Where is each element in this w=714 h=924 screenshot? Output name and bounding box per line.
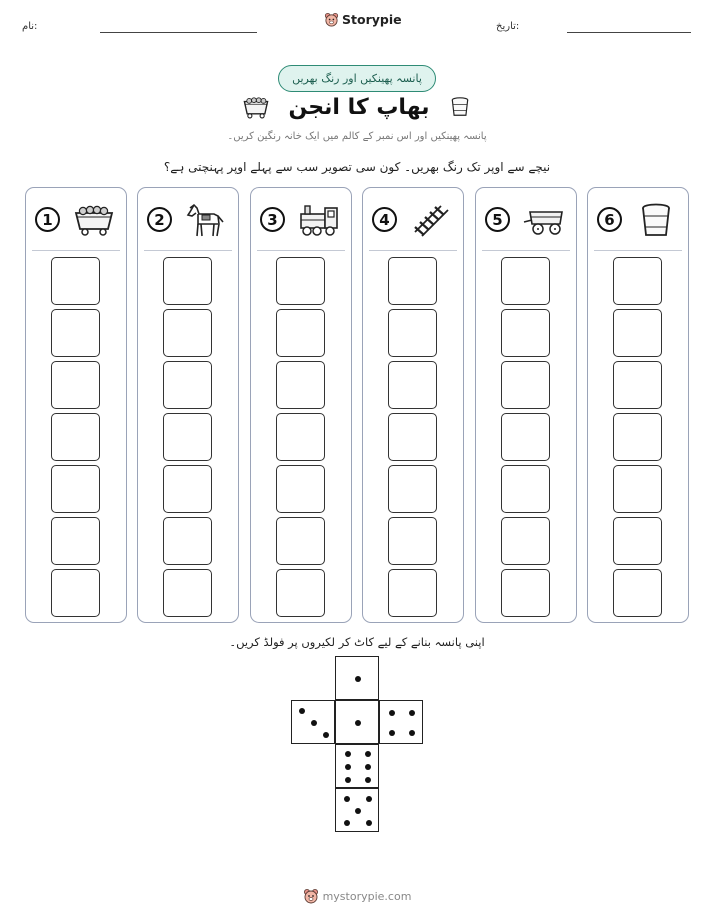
dice-pip	[355, 676, 361, 682]
color-box[interactable]	[276, 465, 325, 513]
dice-pip	[365, 751, 371, 757]
column-3	[250, 187, 352, 623]
column-number: 4	[372, 207, 397, 232]
dice-face	[335, 656, 379, 700]
column-5	[475, 187, 577, 623]
name-line[interactable]	[100, 32, 257, 33]
column-number: 3	[260, 207, 285, 232]
name-label: نام:	[22, 21, 38, 32]
coal-cart-icon	[241, 94, 271, 120]
color-box[interactable]	[388, 569, 437, 617]
color-box[interactable]	[163, 465, 212, 513]
color-box[interactable]	[163, 413, 212, 461]
color-box[interactable]	[51, 465, 100, 513]
dice-pip	[366, 820, 372, 826]
dice-pip	[365, 777, 371, 783]
column-header	[363, 188, 463, 250]
coal-cart-icon	[72, 202, 116, 238]
bear-icon	[303, 888, 319, 904]
dice-pip	[355, 808, 361, 814]
color-box[interactable]	[276, 257, 325, 305]
column-header	[26, 188, 126, 250]
instruction: نیچے سے اوپر تک رنگ بھریں۔ کون سی تصویر سب سے پہلے اوپر پہنچتی ہے؟	[163, 160, 551, 174]
bucket-icon	[634, 202, 678, 238]
color-box[interactable]	[613, 361, 662, 409]
color-box[interactable]	[613, 413, 662, 461]
dice-pip	[299, 708, 305, 714]
color-box[interactable]	[163, 309, 212, 357]
date-label: تاریخ:	[496, 21, 520, 32]
color-box[interactable]	[501, 465, 550, 513]
color-box[interactable]	[501, 413, 550, 461]
column-number: 5	[485, 207, 510, 232]
color-box[interactable]	[613, 569, 662, 617]
steam-train-icon	[297, 202, 341, 238]
dice-face	[379, 700, 423, 744]
color-box[interactable]	[501, 569, 550, 617]
color-box[interactable]	[613, 465, 662, 513]
color-box[interactable]	[163, 517, 212, 565]
activity-badge: پانسہ پھینکیں اور رنگ بھریں	[278, 65, 436, 92]
railway-track-icon	[409, 202, 453, 238]
color-box[interactable]	[388, 309, 437, 357]
dice-pip	[344, 820, 350, 826]
column-2	[137, 187, 239, 623]
page-title: بھاپ کا انجن	[288, 94, 430, 120]
color-box[interactable]	[276, 361, 325, 409]
column-divider	[369, 250, 457, 251]
dice-pip	[389, 730, 395, 736]
color-box[interactable]	[388, 465, 437, 513]
dice-face	[335, 700, 379, 744]
dice-pip	[389, 710, 395, 716]
dice-pip	[409, 730, 415, 736]
color-box[interactable]	[501, 361, 550, 409]
title-row	[0, 92, 714, 122]
color-box[interactable]	[276, 413, 325, 461]
column-6	[587, 187, 689, 623]
dice-face	[291, 700, 335, 744]
column-divider	[32, 250, 120, 251]
color-box[interactable]	[613, 517, 662, 565]
column-divider	[144, 250, 232, 251]
dice-pip	[323, 732, 329, 738]
dice-pip	[409, 710, 415, 716]
column-header	[251, 188, 351, 250]
dice-pip	[365, 764, 371, 770]
horse-icon	[184, 202, 228, 238]
color-box[interactable]	[276, 309, 325, 357]
color-box[interactable]	[51, 517, 100, 565]
wooden-wagon-icon	[522, 202, 566, 238]
column-header	[476, 188, 576, 250]
column-header	[138, 188, 238, 250]
color-box[interactable]	[51, 569, 100, 617]
column-4	[362, 187, 464, 623]
color-box[interactable]	[613, 309, 662, 357]
color-box[interactable]	[276, 517, 325, 565]
color-box[interactable]	[163, 257, 212, 305]
cut-instruction: اپنی پانسہ بنانے کے لیے کاٹ کر لکیروں پر فولڈ کریں۔	[229, 635, 485, 649]
dice-pip	[355, 720, 361, 726]
column-divider	[482, 250, 570, 251]
color-box[interactable]	[51, 361, 100, 409]
dice-pip	[345, 751, 351, 757]
color-box[interactable]	[501, 517, 550, 565]
date-line[interactable]	[567, 32, 691, 33]
color-box[interactable]	[163, 361, 212, 409]
color-box[interactable]	[388, 257, 437, 305]
color-box[interactable]	[613, 257, 662, 305]
bear-icon	[324, 12, 339, 27]
dice-pip	[366, 796, 372, 802]
color-box[interactable]	[51, 413, 100, 461]
color-box[interactable]	[388, 413, 437, 461]
column-divider	[257, 250, 345, 251]
dice-face	[335, 788, 379, 832]
column-1	[25, 187, 127, 623]
dice-pip	[344, 796, 350, 802]
color-box[interactable]	[501, 257, 550, 305]
color-box[interactable]	[51, 257, 100, 305]
color-box[interactable]	[51, 309, 100, 357]
subtitle: پانسہ پھینکیں اور اس نمبر کے کالم میں ایک خانہ رنگین کریں۔	[227, 131, 487, 142]
storypie-logo	[324, 12, 402, 27]
color-box[interactable]	[163, 569, 212, 617]
bucket-icon	[447, 92, 473, 122]
dice-pip	[345, 764, 351, 770]
brand-name: Storypie	[342, 12, 402, 27]
color-box[interactable]	[388, 517, 437, 565]
column-number: 6	[597, 207, 622, 232]
column-number: 1	[35, 207, 60, 232]
column-divider	[594, 250, 682, 251]
color-box[interactable]	[501, 309, 550, 357]
footer	[0, 888, 714, 904]
column-number: 2	[147, 207, 172, 232]
dice-pip	[345, 777, 351, 783]
color-box[interactable]	[276, 569, 325, 617]
dice-pip	[311, 720, 317, 726]
color-box[interactable]	[388, 361, 437, 409]
column-header	[588, 188, 688, 250]
footer-url[interactable]: mystorypie.com	[322, 889, 412, 903]
dice-face	[335, 744, 379, 788]
